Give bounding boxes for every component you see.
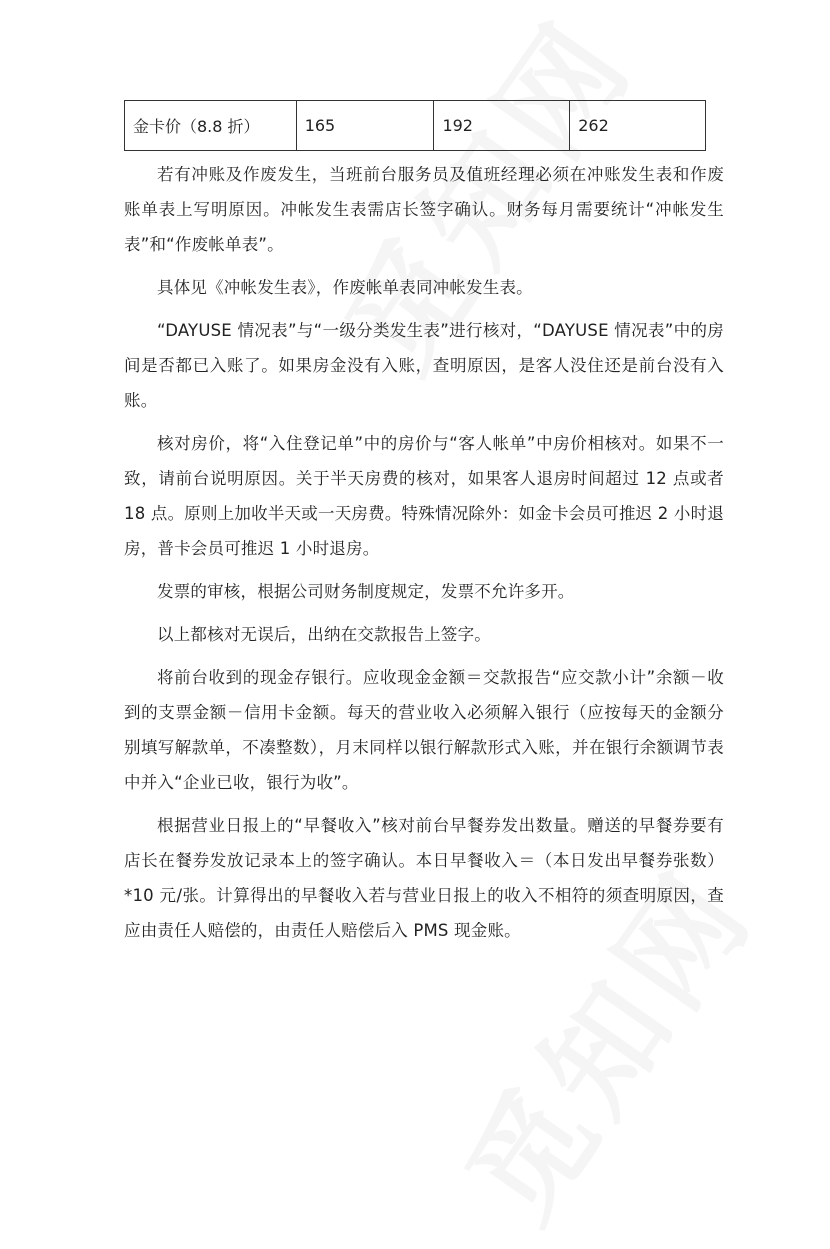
paragraph: 具体见《冲帐发生表》，作废帐单表同冲帐发生表。 <box>157 278 533 297</box>
paragraph: 核对房价，将“入住登记单”中的房价与“客人帐单”中房价相核对。如果不一致，请前台说明原因。关于半天房费的核对，如果客人退房时间超过 12 点或者 18 点。原则上加收半天或一天房费。特殊情况除外：如金卡会员可推迟 2 小时退房，普卡会员可推迟 1 小时退房。 <box>124 434 724 558</box>
table-cell: 262 <box>570 101 706 151</box>
table-cell: 金卡价（8.8 折） <box>125 101 297 151</box>
paragraph: 以上都核对无误后，出纳在交款报告上签字。 <box>157 625 491 644</box>
paragraph: “DAYUSE 情况表”与“一级分类发生表”进行核对，“DAYUSE 情况表”中的房间是否都已入账了。如果房金没有入账，查明原因，是客人没住还是前台没有入账。 <box>124 321 724 410</box>
paragraph: 若有冲账及作废发生，当班前台服务员及值班经理必须在冲账发生表和作废账单表上写明原因。冲帐发生表需店长签字确认。财务每月需要统计“冲帐发生表”和“作废帐单表”。 <box>124 165 724 254</box>
table-cell: 165 <box>296 101 434 151</box>
price-table <box>124 100 706 151</box>
table-row <box>125 101 706 151</box>
paragraph: 根据营业日报上的“早餐收入”核对前台早餐券发出数量。赠送的早餐券要有店长在餐券发放记录本上的签字确认。本日早餐收入＝（本日发出早餐券张数）*10 元/张。计算得出的早餐收入若与营业日报上的收入不相符的须查明原因，查应由责任人赔偿的，由责任人赔偿后入 PMS 现金账。 <box>124 816 724 940</box>
paragraph: 将前台收到的现金存银行。应收现金金额＝交款报告“应交款小计”余额－收到的支票金额－信用卡金额。每天的营业收入必须解入银行（应按每天的金额分别填写解款单，不凑整数），月末同样以银行解款形式入账，并在银行余额调节表中并入“企业已收，银行为收”。 <box>124 668 724 792</box>
table-cell: 192 <box>434 101 570 151</box>
document-body <box>124 157 724 956</box>
paragraph: 发票的审核，根据公司财务制度规定，发票不允许多开。 <box>157 582 575 601</box>
